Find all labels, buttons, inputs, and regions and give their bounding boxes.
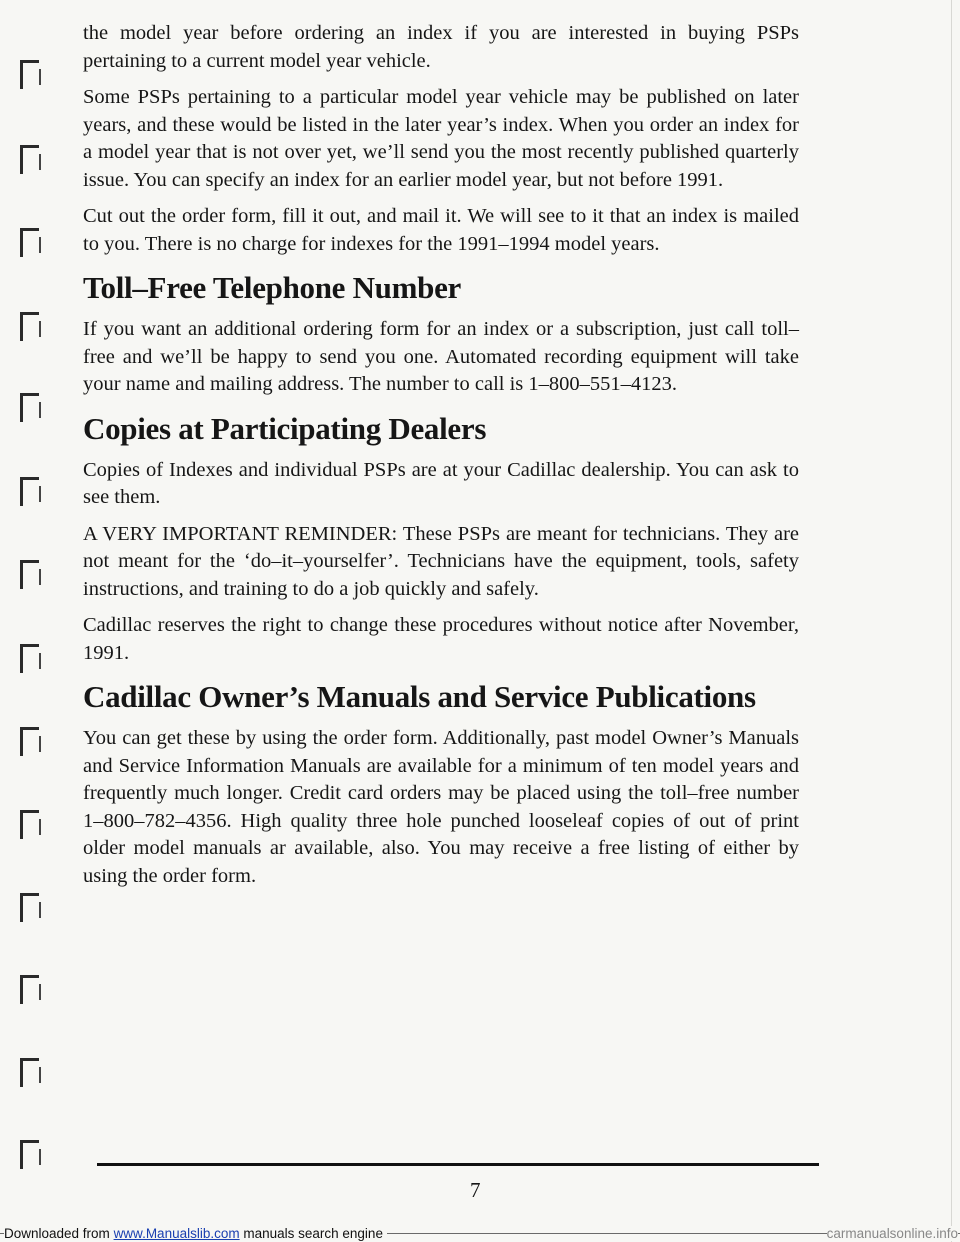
watermark: carmanualsonline.info (826, 1226, 958, 1241)
paragraph-publications: You can get these by using the order form. Additionally, past model Owner’s Manuals and Service Information Manuals are available for a minimum of ten model years and frequently much longer. Credit card orders may be placed using the toll–free number 1–800–782–4356. High quality three hole punched looseleaf copies of out of print older model manuals ar available, also. You may receive a free listing of either by using the order form. (83, 727, 799, 887)
binding-mark (20, 60, 39, 89)
binding-mark (20, 477, 39, 506)
paragraph-order-form: Cut out the order form, fill it out, and mail it. We will see to it that an index is mailed to you. There is no charge for indexes for the 1991–1994 model years. (83, 205, 799, 255)
binding-marks (0, 0, 60, 1242)
paragraph-reminder: A VERY IMPORTANT REMINDER: These PSPs are meant for technicians. They are not meant for the ‘do–it–yourselfer’. Technicians have the equipment, tools, safety instructions, and training to do a job quickly and safely. (83, 522, 799, 600)
paragraph-reserves: Cadillac reserves the right to change these procedures without notice after November, 1991. (83, 614, 799, 664)
page-edge (951, 0, 952, 1242)
heading-dealers: Copies at Participating Dealers (83, 410, 487, 446)
binding-mark (20, 644, 39, 673)
binding-mark (20, 810, 39, 839)
binding-mark (20, 975, 39, 1004)
binding-mark (20, 560, 39, 589)
binding-mark (20, 312, 39, 341)
binding-mark (20, 1058, 39, 1087)
paragraph-index-intro: the model year before ordering an index if you are interested in buying PSPs pertaining to a current model year vehicle. (83, 22, 799, 72)
footer-prefix: Downloaded from (4, 1226, 114, 1241)
paragraph-later-years: Some PSPs pertaining to a particular model year vehicle may be published on later years, and these would be listed in the later year’s index. When you order an index for a model year that is not over yet, we’ll send you the most recently published quarterly issue. You can specify an index for an earlier model year, but not before 1991. (83, 86, 799, 191)
footer-suffix: manuals search engine (239, 1226, 383, 1241)
paragraph-toll-free: If you want an additional ordering form for an index or a subscription, just call toll–free and we’ll be happy to send you one. Automated recording equipment will take your name and mailing address. The number to call is 1–800–551–4123. (83, 318, 799, 395)
page-content (83, 20, 799, 899)
manualslib-link[interactable]: www.Manualslib.com (113, 1226, 240, 1241)
download-footer (4, 1226, 387, 1241)
binding-mark (20, 1140, 39, 1169)
heading-toll-free: Toll–Free Telephone Number (83, 270, 462, 305)
page-number: 7 (470, 1178, 481, 1202)
page-divider (97, 1163, 819, 1166)
paragraph-dealers: Copies of Indexes and individual PSPs are at your Cadillac dealership. You can ask to see them. (83, 458, 799, 508)
binding-mark (20, 145, 39, 174)
binding-mark (20, 393, 39, 422)
binding-mark (20, 727, 39, 756)
binding-mark (20, 893, 39, 922)
heading-publications: Cadillac Owner’s Manuals and Service Publications (83, 679, 756, 714)
binding-mark (20, 228, 39, 257)
